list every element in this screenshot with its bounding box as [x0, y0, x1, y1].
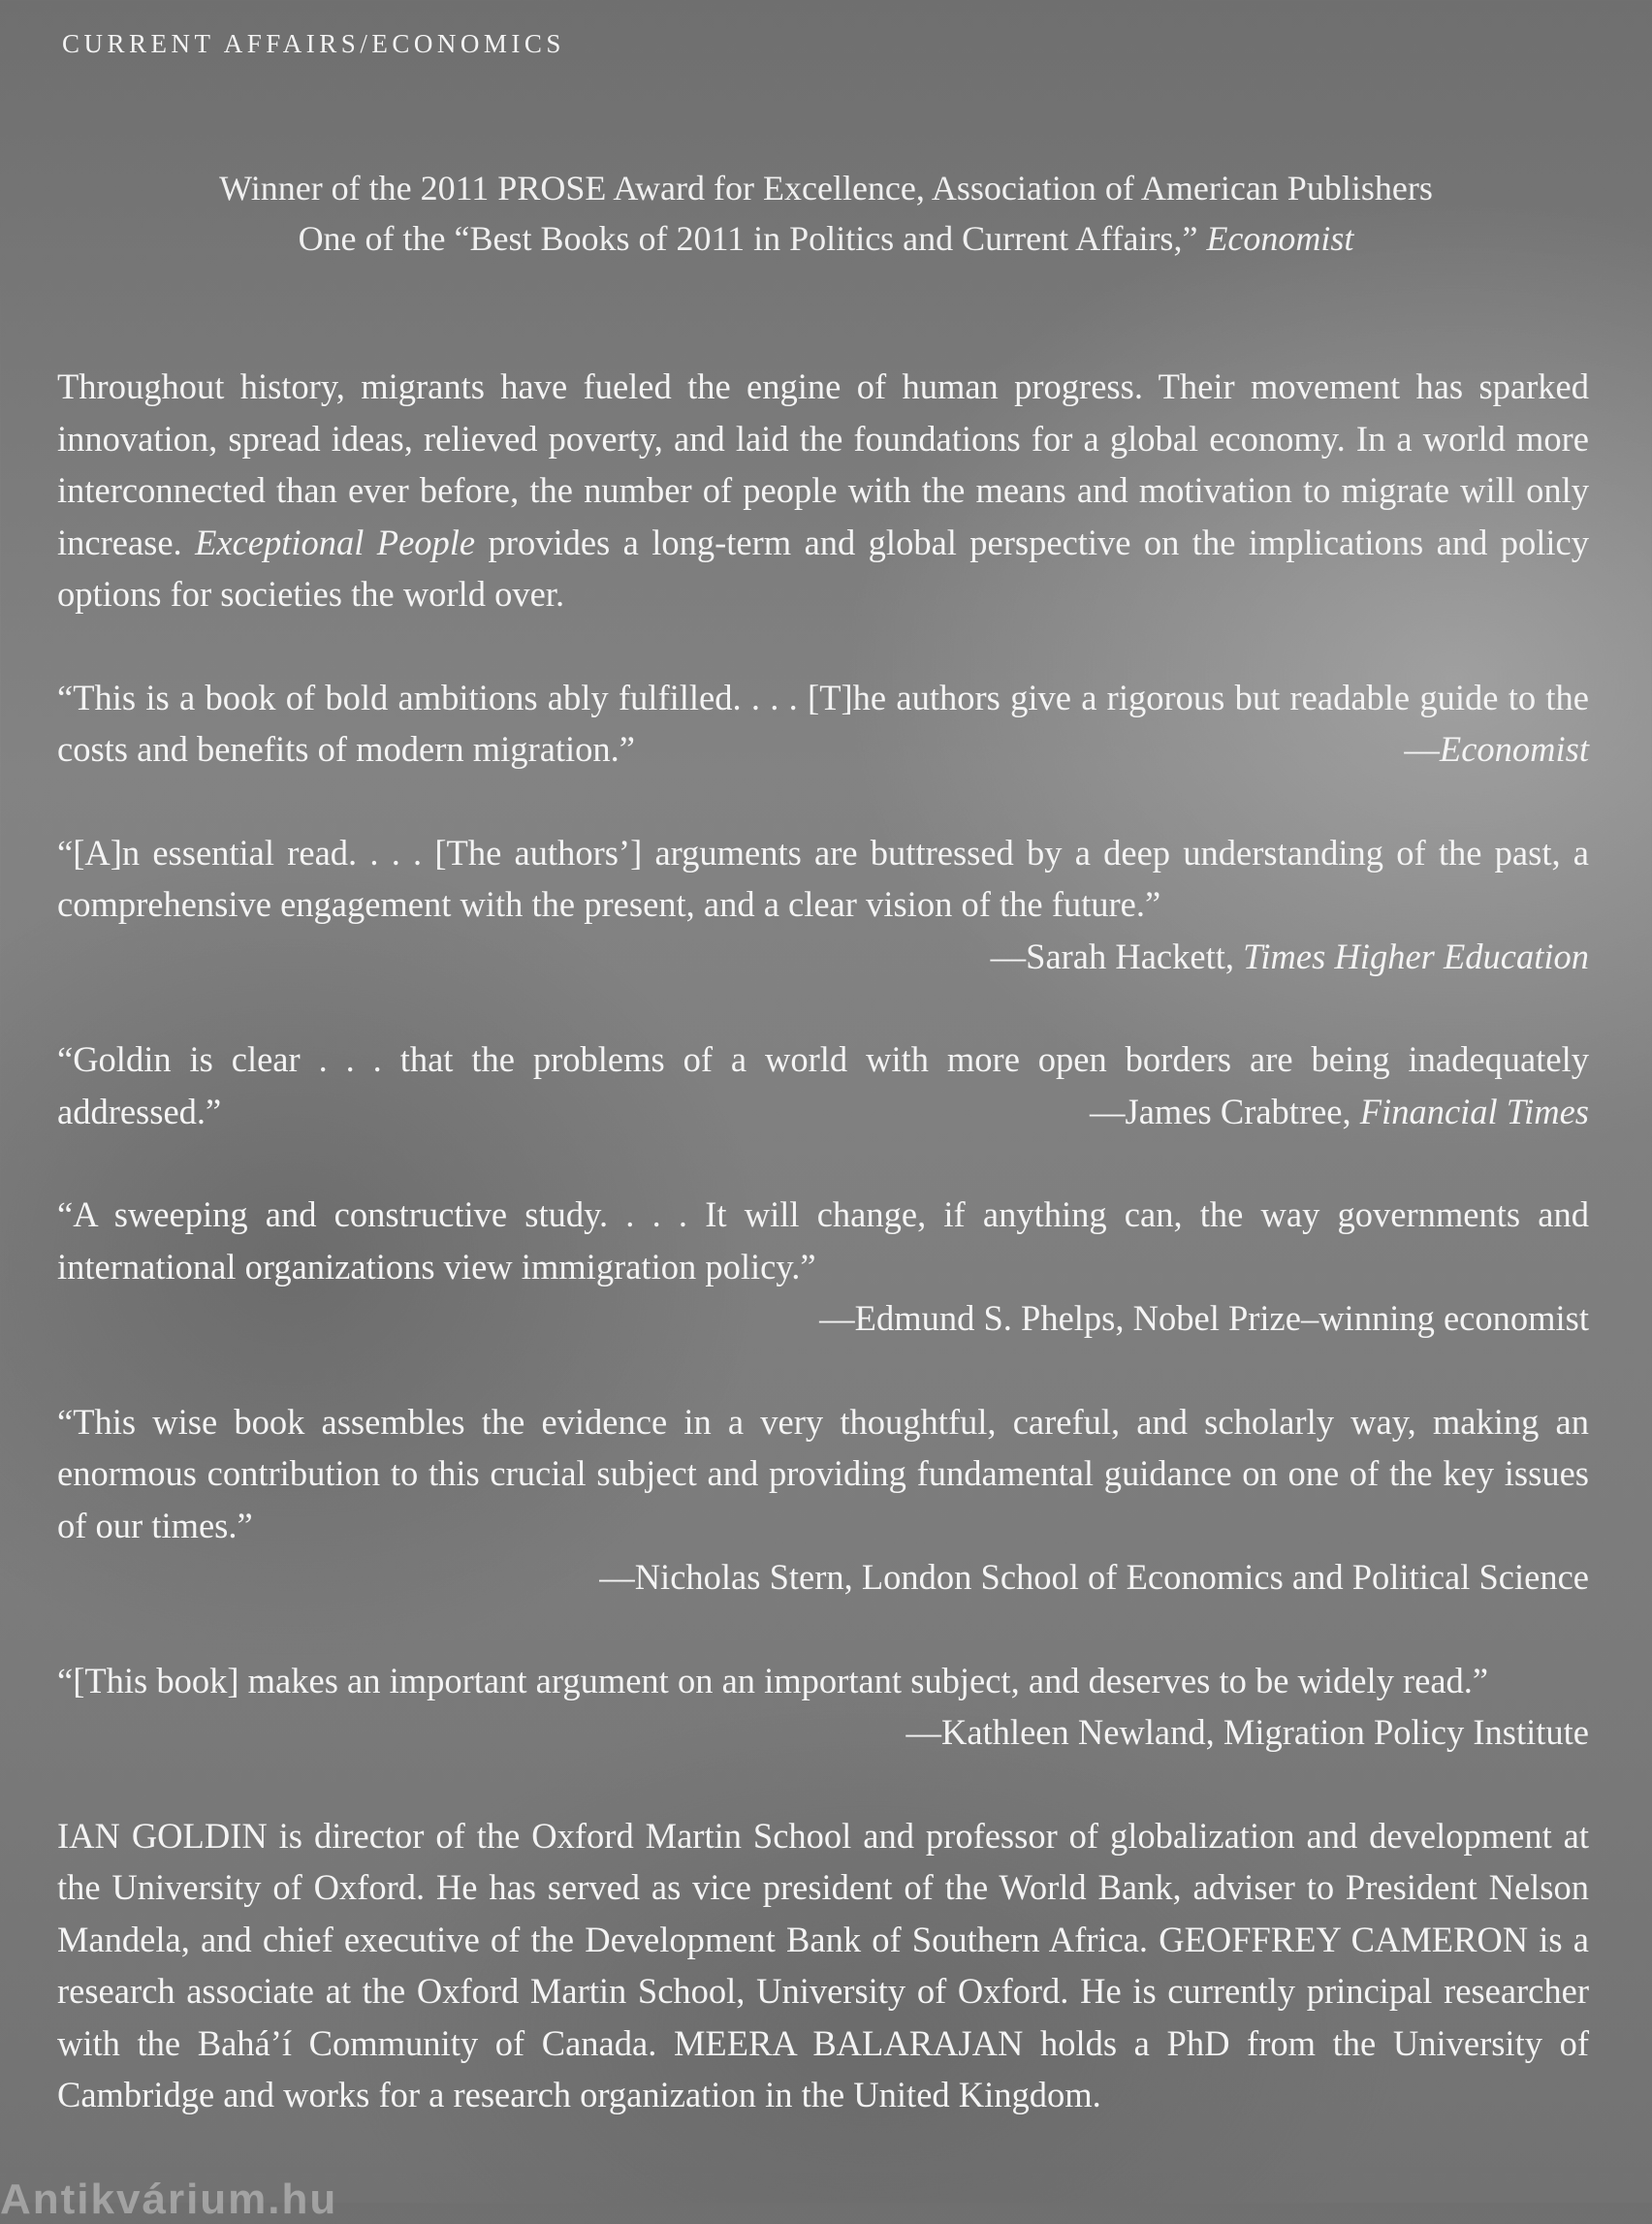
blurb-hackett: [57, 827, 1589, 983]
watermark: Antikvárium.hu: [0, 2176, 338, 2223]
blurb-author: Sarah Hackett,: [1026, 936, 1244, 976]
blurb-attribution: [57, 1551, 1589, 1604]
blurb-attribution: [886, 1706, 1589, 1759]
blurb-quote: “A sweeping and constructive study. . . . It will change, if anything can, the way governments and international organizations view immigration policy.”: [57, 1194, 1589, 1287]
blurb-author: Nicholas Stern, London School of Economics and Political Science: [634, 1557, 1589, 1597]
award-economist: [58, 213, 1594, 264]
description-text-after: provides a long-term and global perspective on the implications and policy options for societies the world over.: [57, 522, 1589, 614]
blurb-dash: —: [1404, 729, 1440, 769]
blurb-attribution: [57, 931, 1589, 983]
description-text-before: Throughout history, migrants have fueled the engine of human progress. Their movement has sparked innovation, spread ideas, relieved poverty, and laid the foundations for a global economy. In a world more interconnected than ever before, the number of people with the means and motivation to migrate will only increase.: [57, 366, 1589, 562]
award-prose: Winner of the 2011 PROSE Award for Excellence, Association of American Publishers: [219, 169, 1433, 207]
blurb-author: Kathleen Newland, Migration Policy Institute: [940, 1712, 1589, 1752]
blurb-economist: [57, 672, 1589, 776]
blurb-source: Financial Times: [1359, 1091, 1589, 1131]
blurb-dash: —: [819, 1298, 855, 1338]
blurb-quote: [57, 1033, 1589, 1137]
blurb-stern: [57, 1396, 1589, 1604]
blurb-quote: “[A]n essential read. . . . [The authors’] arguments are buttressed by a deep understanding of the past, a comprehensive engagement with the present, and a clear vision of the future.”: [57, 832, 1589, 924]
blurb-source: Economist: [1439, 729, 1589, 769]
blurb-dash: —: [905, 1712, 941, 1752]
blurb-quote: “This wise book assembles the evidence in a very thoughtful, careful, and scholarly way, making an enormous contribution to this crucial subject and providing fundamental guidance on one of the key issues of our times.”: [57, 1401, 1589, 1545]
blurb-source: Times Higher Education: [1243, 936, 1589, 976]
blurb-dash: —: [599, 1557, 635, 1597]
author-bio: IAN GOLDIN is director of the Oxford Martin School and professor of globalization and development at the University of Oxford. He has served as vice president of the World Bank, adviser to President Nelson Mandela, and chief executive of the Development Bank of Southern Africa. GEOFFREY CAMERON is a research associate at the Oxford Martin School, University of Oxford. He is currently principal researcher with the Bahá’í Community of Canada. MEERA BALARAJAN holds a PhD from the University of Cambridge and works for a research organization in the United Kingdom.: [57, 1815, 1589, 2114]
award-economist-source: Economist: [1206, 219, 1354, 258]
blurb-author: James Crabtree,: [1125, 1091, 1360, 1131]
blurb-attribution: [57, 1292, 1589, 1345]
award-economist-text: One of the “Best Books of 2011 in Politics and Current Affairs,”: [298, 219, 1207, 258]
cover-content: [57, 361, 1589, 2121]
blurb-dash: —: [990, 936, 1027, 976]
book-description: [57, 361, 1589, 620]
blurb-quote: [57, 1655, 1589, 1752]
blurb-crabtree: [57, 1033, 1589, 1137]
blurb-quote-text: “[This book] makes an important argument on an important subject, and deserves to be widely read.”: [57, 1660, 1489, 1700]
awards-block: [58, 163, 1594, 264]
blurb-attribution: [1384, 723, 1589, 776]
book-title: Exceptional People: [195, 522, 476, 562]
category-label: CURRENT AFFAIRS/ECONOMICS: [62, 29, 565, 58]
blurb-attribution: [1070, 1086, 1589, 1138]
blurb-newland: [57, 1655, 1589, 1759]
blurb-quote-text: “This is a book of bold ambitions ably fulfilled. . . . [T]he authors give a rigorous but readable guide to the costs and benefits of modern migration.”: [57, 677, 1589, 769]
blurb-quote-text: “Goldin is clear . . . that the problems of a world with more open borders are being inadequately addressed.”: [57, 1039, 1589, 1131]
blurb-dash: —: [1090, 1091, 1126, 1131]
blurb-author: Edmund S. Phelps, Nobel Prize–winning economist: [854, 1298, 1589, 1338]
blurb-quote: [57, 672, 1589, 776]
blurb-phelps: [57, 1189, 1589, 1345]
